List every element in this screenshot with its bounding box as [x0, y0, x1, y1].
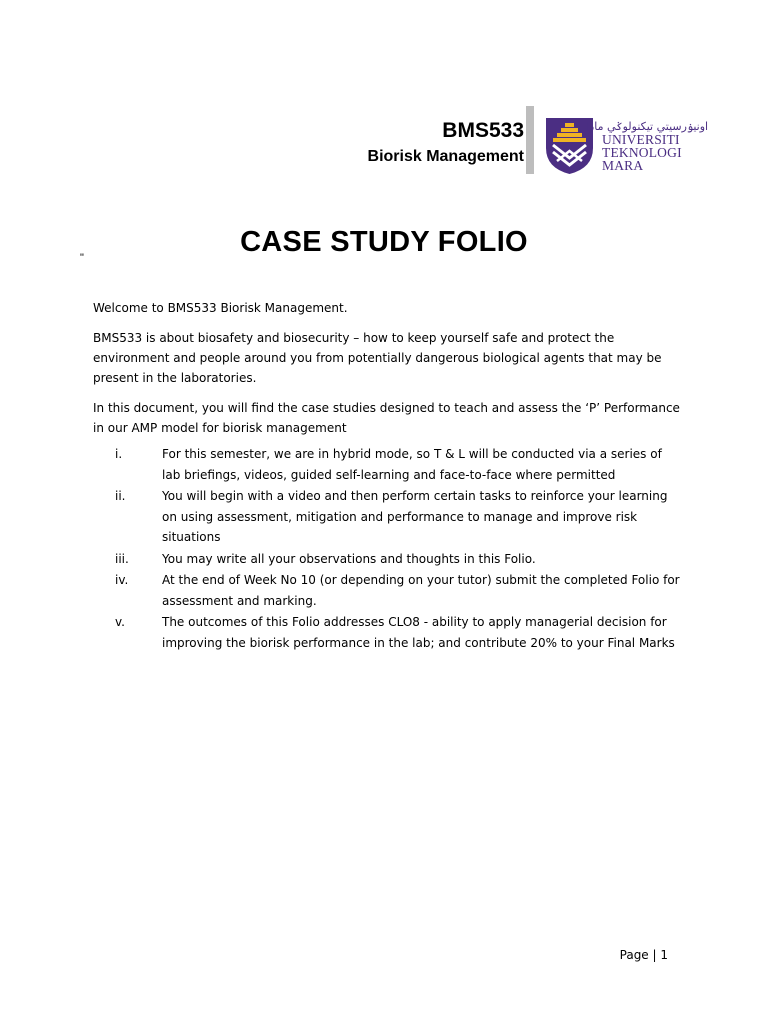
logo-line-2: TEKNOLOGI — [602, 145, 682, 160]
document-body — [93, 298, 683, 654]
welcome-paragraph: Welcome to BMS533 Biorisk Management. — [93, 301, 348, 315]
list-item-text: At the end of Week No 10 (or depending on your tutor) submit the completed Folio for assessment and marking. — [162, 573, 680, 608]
list-item-number: v. — [115, 615, 125, 629]
stray-mark: " — [80, 252, 84, 264]
document-intro-paragraph: In this document, you will find the case studies designed to teach and assess the ‘P’ Performance in our AMP model for biorisk management — [93, 401, 680, 435]
course-name: Biorisk Management — [367, 148, 524, 165]
list-item — [93, 444, 683, 485]
list-item — [93, 549, 683, 570]
list-item-text: For this semester, we are in hybrid mode, so T & L will be conducted via a series of lab briefings, videos, guided self-learning and face-to-face where permitted — [162, 447, 662, 482]
logo-line-1: UNIVERSITI — [602, 132, 680, 147]
list-item-number: iv. — [115, 573, 129, 587]
instruction-list — [93, 444, 683, 653]
list-item-number: iii. — [115, 551, 129, 566]
intro-paragraph: BMS533 is about biosafety and biosecurity – how to keep yourself safe and protect the environment and people around you from potentially dangerous biological agents that may be present in the laboratories. — [93, 331, 662, 385]
list-item-number: i. — [115, 447, 123, 461]
document-title: CASE STUDY FOLIO — [240, 226, 528, 258]
course-header — [368, 118, 524, 167]
list-item-text: You will begin with a video and then perform certain tasks to reinforce your learning on using assessment, mitigation and performance to manage and improve risk situations — [162, 489, 668, 544]
logo-jawi-text: اونيۏرسيتي تيكنولوݢي مارا — [585, 120, 709, 133]
logo-line-3: MARA — [602, 158, 644, 173]
list-item — [93, 486, 683, 548]
logo-wordmark — [602, 133, 682, 172]
course-code: BMS533 — [442, 119, 524, 142]
list-item-number: ii. — [115, 489, 126, 503]
page-number: Page | 1 — [619, 948, 668, 962]
header-divider — [526, 106, 534, 174]
list-item-text: The outcomes of this Folio addresses CLO8 - ability to apply managerial decision for improving the biorisk performance in the lab; and contribute 20% to your Final Marks — [162, 615, 675, 650]
list-item — [93, 612, 683, 653]
list-item-text: You may write all your observations and thoughts in this Folio. — [162, 551, 536, 566]
list-item — [93, 570, 683, 611]
